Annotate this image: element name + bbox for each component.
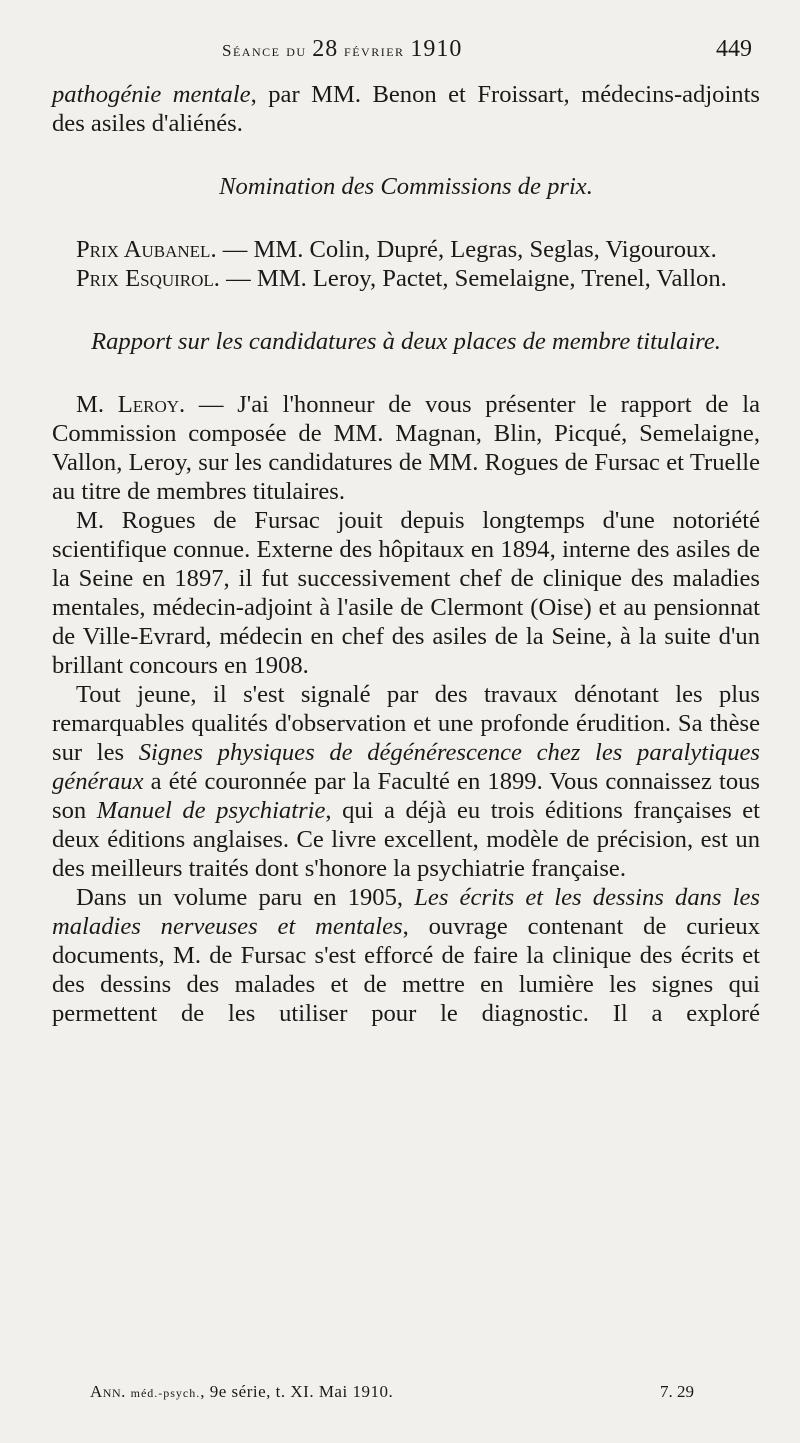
prix-aubanel-text: — MM. Colin, Dupré, Legras, Seglas, Vigouroux. xyxy=(216,236,717,263)
paragraph-rogues: M. Rogues de Fursac jouit depuis longtemps d'une notoriété scientifique connue. Externe des hôpitaux en 1894, interne des asiles de la Seine en 1897, il fut successivement chef de clinique des maladies mentales, médecin-adjoint à l'asile de Clermont (Oise) et au pensionnat de Ville-Evrard, médecin en chef des asiles de la Seine, à la suite d'un brillant concours en 1908. xyxy=(52,507,760,679)
italic-manuel: Manuel de psychiatrie xyxy=(96,797,326,824)
italic-signes-physiques: Signes physiques de dégénérescence chez les paralytiques généraux xyxy=(52,739,760,795)
footer-journal: méd.-psych. xyxy=(130,1386,201,1400)
leroy-name: M. Leroy. xyxy=(76,391,186,418)
prix-esquirol-name: Prix Esquirol. xyxy=(76,265,220,292)
running-head-seance: Séance du xyxy=(222,41,313,60)
paragraph-tout-jeune xyxy=(52,680,760,883)
volume-text-b: , ouvrage contenant de curieux documents, M. de Fursac s'est efforcé de faire la clinique des écrits et des dessins des malades et de mettre en lumière les signes qui permettent de les utiliser pour le diagnostic. Il a exploré xyxy=(52,913,760,1027)
tout-jeune-text-b: a été couronnée par la Faculté en 1899. Vous connaissez tous son xyxy=(52,768,760,824)
page-body xyxy=(52,80,760,1028)
heading-rapport xyxy=(52,327,760,356)
footer-ann: Ann. xyxy=(90,1382,131,1401)
volume-text-a: Dans un volume paru en 1905, xyxy=(76,884,415,911)
paragraph-leroy xyxy=(52,390,760,506)
footer-series: , 9e série, t. XI. Mai 1910. xyxy=(200,1382,394,1401)
footer-citation xyxy=(90,1382,393,1402)
page-number: 449 xyxy=(716,36,752,62)
paragraph-prix-esquirol xyxy=(52,264,760,293)
heading-nomination-text: Nomination des Commissions de prix. xyxy=(219,173,593,200)
running-head-day: 28 xyxy=(312,36,339,62)
paragraph-pathogenie xyxy=(52,80,760,138)
paragraph-volume xyxy=(52,883,760,1028)
heading-rapport-text: Rapport sur les candidatures à deux places de membre titulaire. xyxy=(91,328,721,355)
prix-aubanel-name: Prix Aubanel. xyxy=(76,236,217,263)
paragraph-prix-aubanel xyxy=(52,235,760,264)
paragraph-pathogenie-text: , par MM. Benon et Froissart, médecins-adjoints des asiles d'aliénés. xyxy=(52,81,761,137)
footer-signature-mark: 7. 29 xyxy=(660,1382,694,1401)
tout-jeune-text-c: , qui a déjà eu trois éditions françaises et deux éditions anglaises. Ce livre excellent, modèle de précision, est un des meilleurs traités dont s'honore la psychiatrie française. xyxy=(52,797,760,882)
italic-ecrits-dessins: Les écrits et les dessins dans les maladies nerveuses et mentales xyxy=(52,884,760,940)
prix-esquirol-text: — MM. Leroy, Pactet, Semelaigne, Trenel, Vallon. xyxy=(219,265,727,292)
heading-nomination xyxy=(52,172,760,201)
running-head-title xyxy=(222,36,462,63)
tout-jeune-text-a: Tout jeune, il s'est signalé par des travaux dénotant les plus remarquables qualités d'observation et une profonde érudition. Sa thèse sur les xyxy=(52,681,760,766)
page-footer xyxy=(0,1378,800,1408)
leroy-text: — J'ai l'honneur de vous présenter le rapport de la Commission composée de MM. Magnan, Blin, Picqué, Semelaigne, Vallon, Leroy, sur les candidatures de MM. Rogues de Fursac et Truelle au titre de membres titulaires. xyxy=(52,391,760,505)
running-head-month: février xyxy=(338,41,411,60)
italic-pathogenie: pathogénie mentale xyxy=(52,81,251,108)
running-head xyxy=(0,36,800,70)
running-head-year: 1910 xyxy=(410,36,463,62)
